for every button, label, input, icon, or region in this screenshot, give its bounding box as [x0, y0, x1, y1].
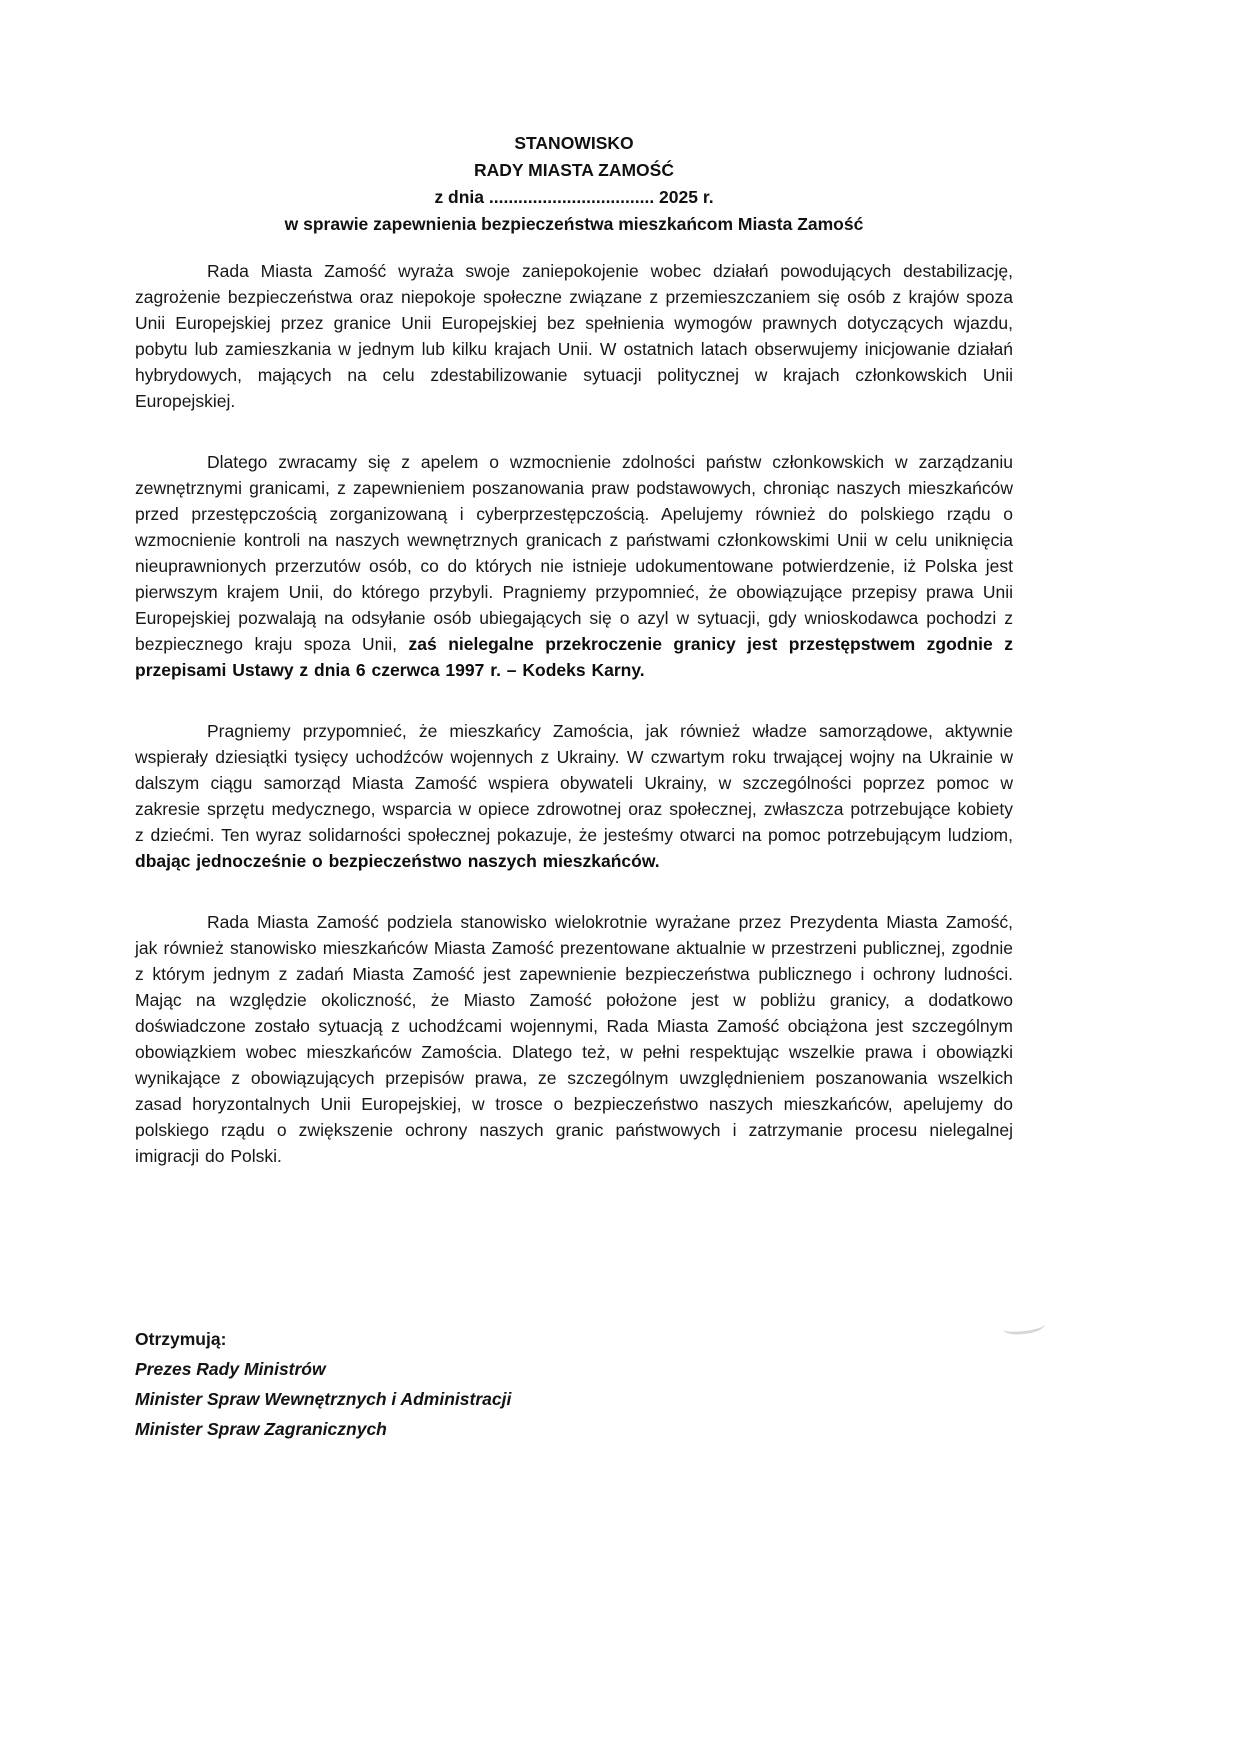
paragraph-1-text: Rada Miasta Zamość wyraża swoje zaniepokojenie wobec działań powodujących destabilizację, zagrożenie bezpieczeństwa oraz niepokoje społeczne związane z przemieszczaniem się osób z krajów spoza Unii Europejskiej przez granice Unii Europejskiej bez spełnienia wymogów prawnych dotyczących wjazdu, pobytu lub zamieszkania w jednym lub kilku krajach Unii. W ostatnich latach obserwujemy inicjowanie działań hybrydowych, mających na celu zdestabilizowanie sytuacji politycznej w krajach członkowskich Unii Europejskiej. [135, 261, 1013, 411]
paragraph-2 [135, 449, 1013, 683]
paragraph-2-bold-text: zaś nielegalne przekroczenie granicy jest przestępstwem zgodnie z przepisami Ustawy z dnia 6 czerwca 1997 r. – Kodeks Karny. [135, 634, 1013, 680]
document-title-block [135, 130, 1013, 238]
paragraph-4 [135, 909, 1013, 1169]
recipient-foreign-minister: Minister Spraw Zagranicznych [135, 1419, 387, 1439]
paragraph-3 [135, 718, 1013, 874]
paragraph-2-text: Dlatego zwracamy się z apelem o wzmocnienie zdolności państw członkowskich w zarządzaniu zewnętrznymi granicami, z zapewnieniem poszanowania praw podstawowych, chroniąc naszych mieszkańców przed przestępczością zorganizowaną i cyberprzestępczością. Apelujemy również do polskiego rządu o wzmocnienie kontroli na naszych wewnętrznych granicach z państwami członkowskimi Unii w celu uniknięcia nieuprawnionych przerzutów osób, co do których nie istnieje udokumentowane potwierdzenie, iż Polska jest pierwszym krajem Unii, do którego przybyli. Pragniemy przypomnieć, że obowiązujące przepisy prawa Unii Europejskiej pozwalają na odsyłanie osób ubiegających się o azyl w sytuacji, gdy wnioskodawca pochodzi z bezpiecznego kraju spoza Unii, [135, 452, 1013, 654]
document-body [135, 258, 1013, 1169]
recipient-prime-minister: Prezes Rady Ministrów [135, 1359, 326, 1379]
paragraph-3-bold-text: dbając jednocześnie o bezpieczeństwo naszych mieszkańców. [135, 851, 660, 871]
recipients-label: Otrzymują: [135, 1329, 227, 1349]
recipient-interior-minister: Minister Spraw Wewnętrznych i Administracji [135, 1389, 512, 1409]
recipients-block [135, 1324, 1013, 1444]
paragraph-3-text: Pragniemy przypomnieć, że mieszkańcy Zamościa, jak również władze samorządowe, aktywnie wspierały dziesiątki tysięcy uchodźców wojennych z Ukrainy. W czwartym roku trwającej wojny na Ukrainie w dalszym ciągu samorząd Miasta Zamość wspiera obywateli Ukrainy, w szczególności poprzez pomoc w zakresie sprzętu medycznego, wsparcia w opiece zdrowotnej oraz społecznej, zwłaszcza potrzebujące kobiety z dziećmi. Ten wyraz solidarności społecznej pokazuje, że jesteśmy otwarci na pomoc potrzebującym ludziom, [135, 721, 1013, 845]
title-line-council: RADY MIASTA ZAMOŚĆ [474, 160, 674, 180]
title-line-date: z dnia .................................. 2025 r. [434, 187, 714, 207]
title-line-resolution: STANOWISKO [514, 133, 634, 153]
paragraph-4-text: Rada Miasta Zamość podziela stanowisko wielokrotnie wyrażane przez Prezydenta Miasta Zamość, jak również stanowisko mieszkańców Miasta Zamość prezentowane aktualnie w przestrzeni publicznej, zgodnie z którym jednym z zadań Miasta Zamość jest zapewnienie bezpieczeństwa publicznego i ochrony ludności. Mając na względzie okoliczność, że Miasto Zamość położone jest w pobliżu granicy, a dodatkowo doświadczone zostało sytuacją z uchodźcami wojennymi, Rada Miasta Zamość obciążona jest szczególnym obowiązkiem wobec mieszkańców Zamościa. Dlatego też, w pełni respektując wszelkie prawa i obowiązki wynikające z obowiązujących przepisów prawa, ze szczególnym uwzględnieniem poszanowania wszelkich zasad horyzontalnych Unii Europejskiej, w trosce o bezpieczeństwo naszych mieszkańców, apelujemy do polskiego rządu o zwiększenie ochrony naszych granic państwowych i zatrzymanie procesu nielegalnej imigracji do Polski. [135, 912, 1013, 1166]
title-line-subject: w sprawie zapewnienia bezpieczeństwa mieszkańcom Miasta Zamość [284, 214, 864, 234]
paragraph-1 [135, 258, 1013, 414]
scan-artifact-mark [1002, 1317, 1045, 1336]
